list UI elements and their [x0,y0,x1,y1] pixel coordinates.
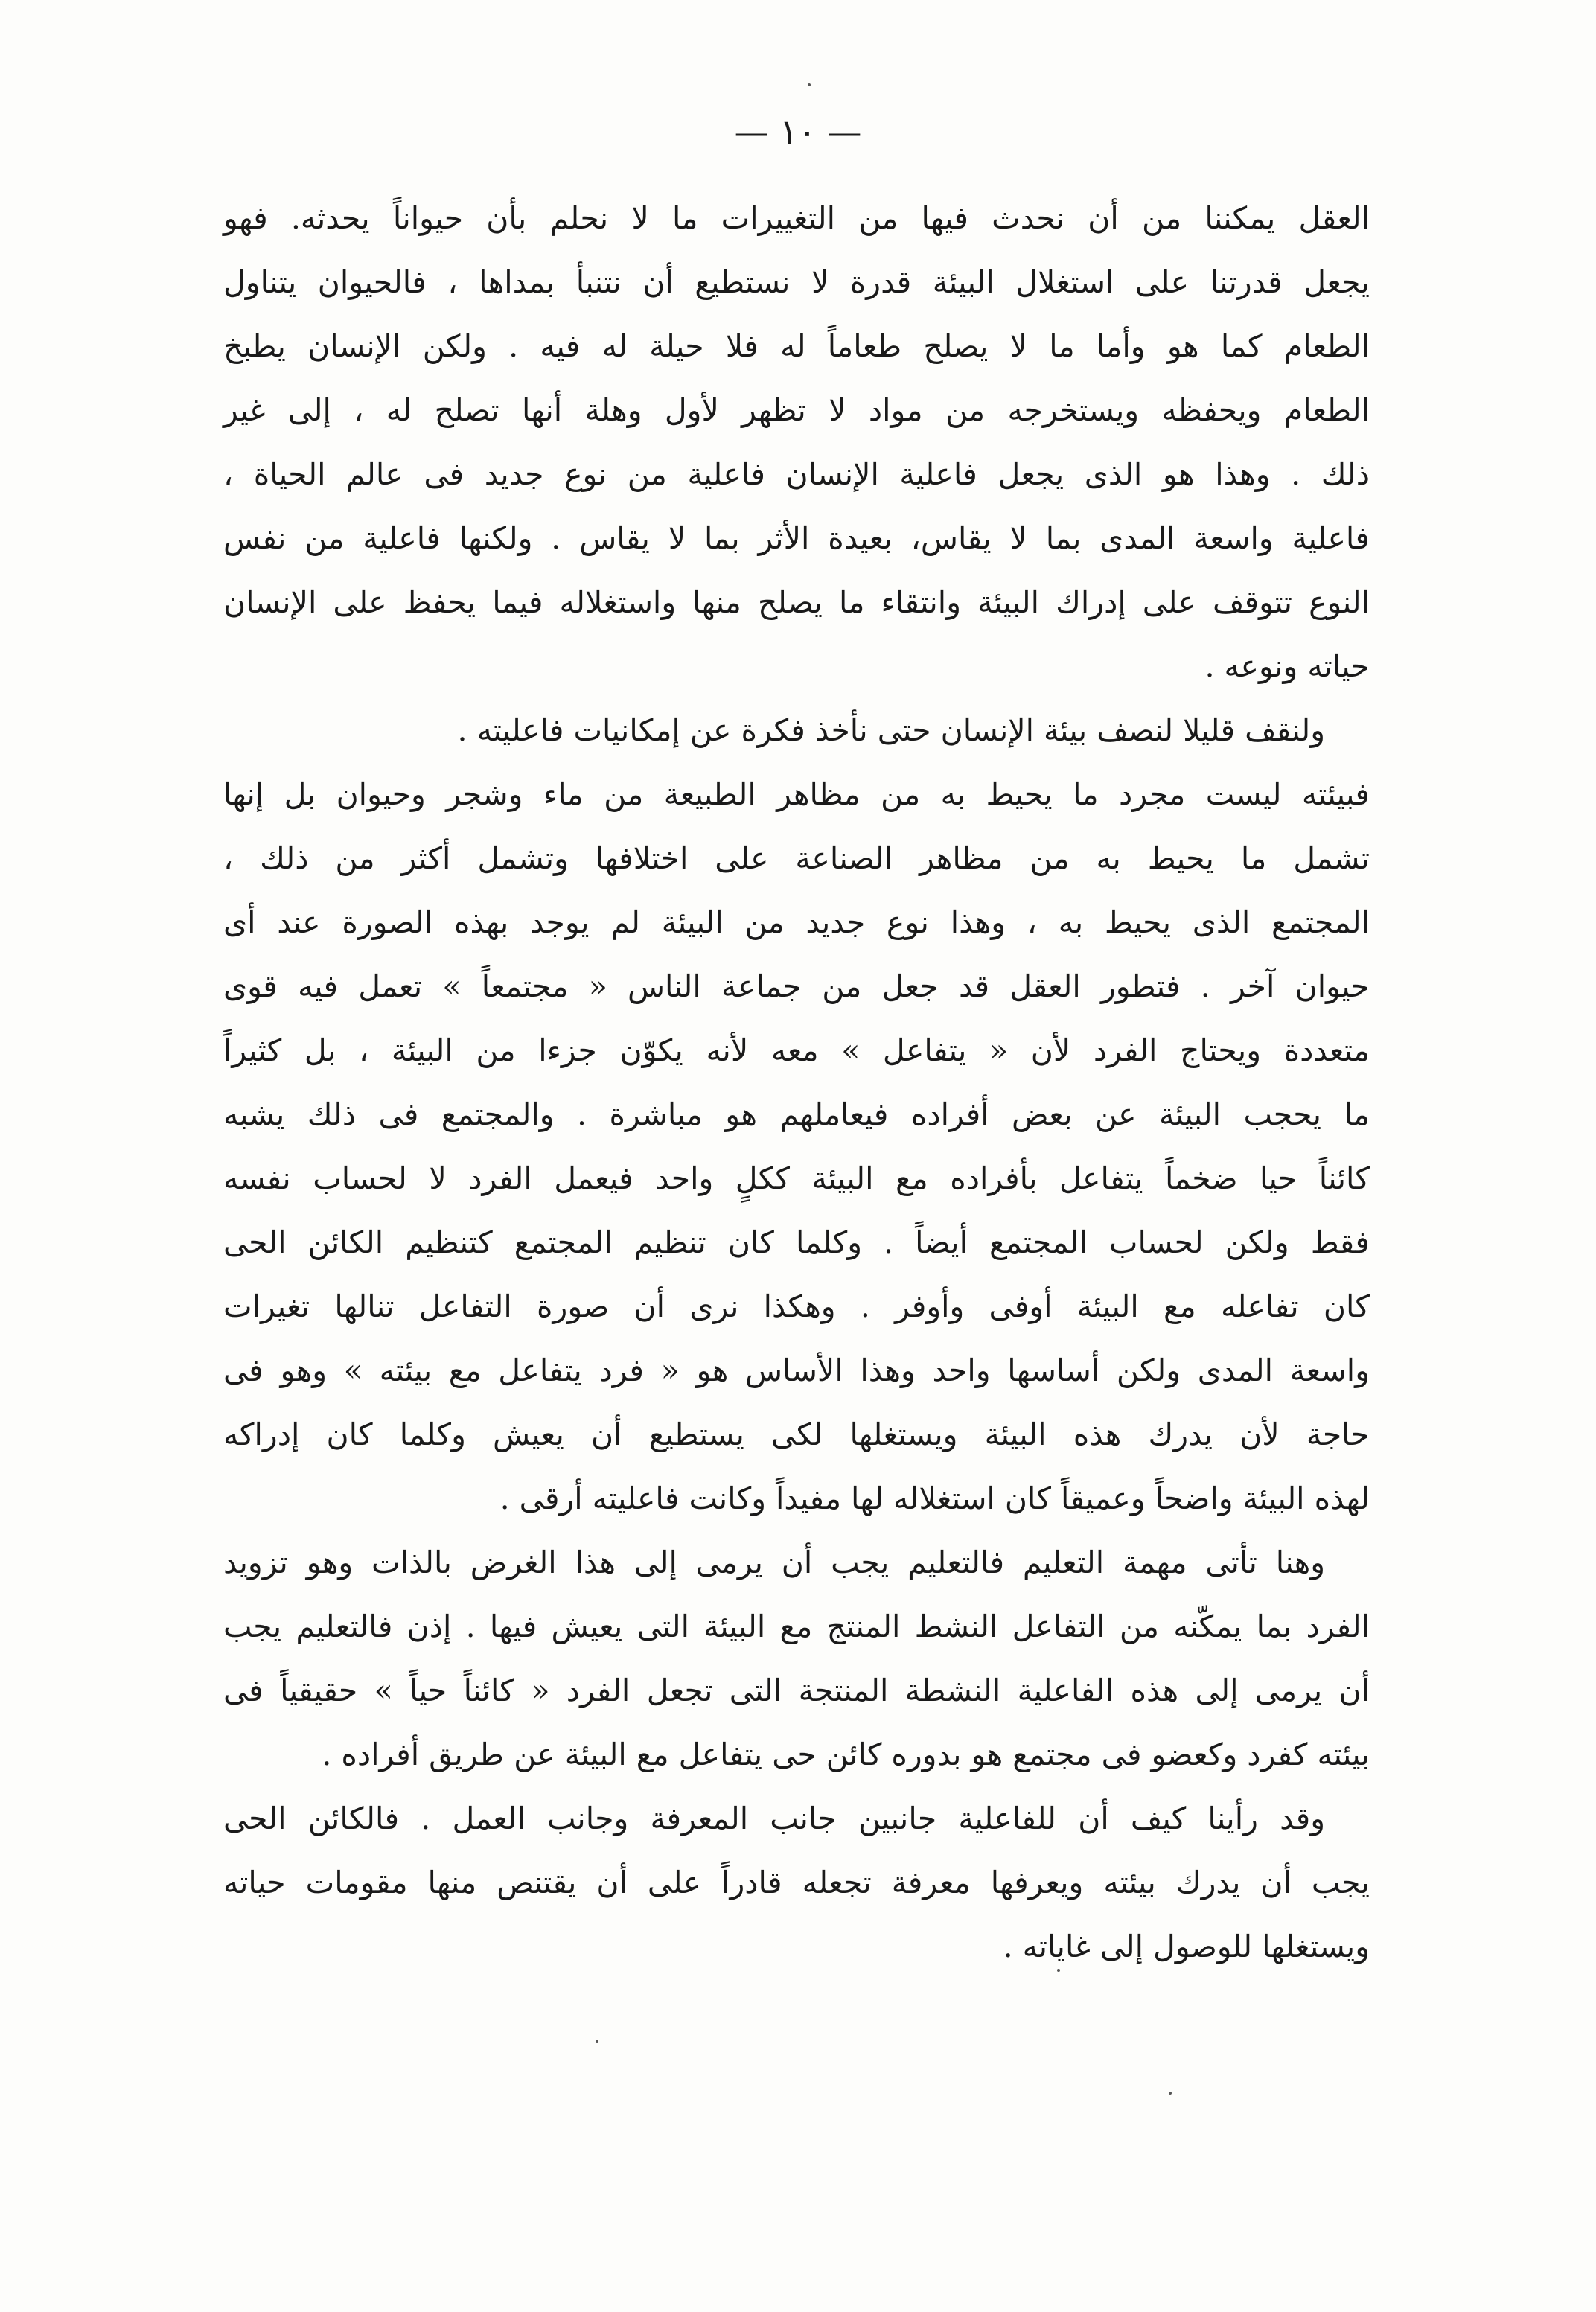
text-line: متعددة ويحتاج الفرد لأن « يتفاعل » معه لأنه يكوّن جزءا من البيئة ، بل كثيراً [223,1032,1370,1068]
text-line: فقط ولكن لحساب المجتمع أيضاً . وكلما كان تنظيم المجتمع كتنظيم الكائن الحى [223,1224,1370,1260]
text-line: وقد رأينا كيف أن للفاعلية جانبين جانب المعرفة وجانب العمل . فالكائن الحى [223,1801,1325,1836]
ink-speck [808,83,811,86]
ink-speck [1169,2092,1172,2095]
text-line: النوع تتوقف على إدراك البيئة وانتقاء ما يصلح منها واستغلاله فيما يحفظ على الإنسان [223,584,1370,620]
text-line: لهذه البيئة واضحاً وعميقاً كان استغلاله لها مفيداً وكانت فاعليته أرقى . [499,1481,1370,1516]
text-line: وهنا تأتى مهمة التعليم فالتعليم يجب أن يرمى إلى هذا الغرض بالذات وهو تزويد [223,1545,1325,1580]
text-line: حياته ونوعه . [1204,648,1370,684]
paragraph-2 [223,698,1370,1530]
text-line: يجب أن يدرك بيئته ويعرفها معرفة تجعله قادراً على أن يقتنص منها مقومات حياته [223,1865,1370,1900]
text-line: الفرد بما يمكّنه من التفاعل النشط المنتج مع البيئة التى يعيش فيها . إذن فالتعليم يجب [223,1609,1370,1644]
text-line: ذلك . وهذا هو الذى يجعل فاعلية الإنسان فاعلية من نوع جديد فى عالم الحياة ، [223,456,1370,492]
text-line: فاعلية واسعة المدى بما لا يقاس، بعيدة الأثر بما لا يقاس . ولكنها فاعلية من نفس [223,520,1370,556]
text-line: الطعام كما هو وأما ما لا يصلح طعاماً له فلا حيلة له فيه . ولكن الإنسان يطبخ [223,328,1370,364]
text-line: أن يرمى إلى هذه الفاعلية النشطة المنتجة التى تجعل الفرد « كائناً حياً » حقيقياً فى [223,1673,1370,1708]
text-line: ويستغلها للوصول إلى غاياته . [1003,1929,1370,1964]
text-line: العقل يمكننا من أن نحدث فيها من التغييرات ما لا نحلم بأن حيواناً يحدثه. فهو [223,200,1370,236]
text-line: يجعل قدرتنا على استغلال البيئة قدرة لا نستطيع أن نتنبأ بمداها ، فالحيوان يتناول [223,264,1370,300]
text-line: فبيئته ليست مجرد ما يحيط به من مظاهر الطبيعة من ماء وشجر وحيوان بل إنها [223,776,1370,812]
text-line: ولنقف قليلا لنصف بيئة الإنسان حتى نأخذ فكرة عن إمكانيات فاعليته . [457,712,1325,748]
page-number: — ١٠ — [734,112,862,152]
text-line: المجتمع الذى يحيط به ، وهذا نوع جديد من البيئة لم يوجد بهذه الصورة عند أى [223,904,1370,940]
text-line: الطعام ويحفظه ويستخرجه من مواد لا تظهر لأول وهلة أنها تصلح له ، إلى غير [223,392,1370,428]
text-line: كان تفاعله مع البيئة أوفى وأوفر . وهكذا نرى أن صورة التفاعل تنالها تغيرات [223,1288,1370,1324]
ink-speck [596,2040,598,2043]
text-line: واسعة المدى ولكن أساسها واحد وهذا الأساس هو « فرد يتفاعل مع بيئته » وهو فى [223,1353,1370,1388]
text-line: تشمل ما يحيط به من مظاهر الصناعة على اختلافها وتشمل أكثر من ذلك ، [223,840,1370,876]
text-line: بيئته كفرد وكعضو فى مجتمع هو بدوره كائن حى يتفاعل مع البيئة عن طريق أفراده . [322,1737,1370,1772]
paragraph-4 [223,1786,1370,1979]
text-line: كائناً حيا ضخماً يتفاعل بأفراده مع البيئة ككلٍ واحد فيعمل الفرد لا لحساب نفسه [223,1160,1370,1196]
text-line: حيوان آخر . فتطور العقل قد جعل من جماعة الناس « مجتمعاً » تعمل فيه قوى [223,968,1370,1004]
text-line: ما يحجب البيئة عن بعض أفراده فيعاملهم هو مباشرة . والمجتمع فى ذلك يشبه [223,1096,1370,1132]
paragraph-3 [223,1530,1370,1786]
text-line: حاجة لأن يدرك هذه البيئة ويستغلها لكى يستطيع أن يعيش وكلما كان إدراكه [223,1417,1370,1452]
body-text [223,186,1370,1979]
paragraph-1 [223,186,1370,698]
